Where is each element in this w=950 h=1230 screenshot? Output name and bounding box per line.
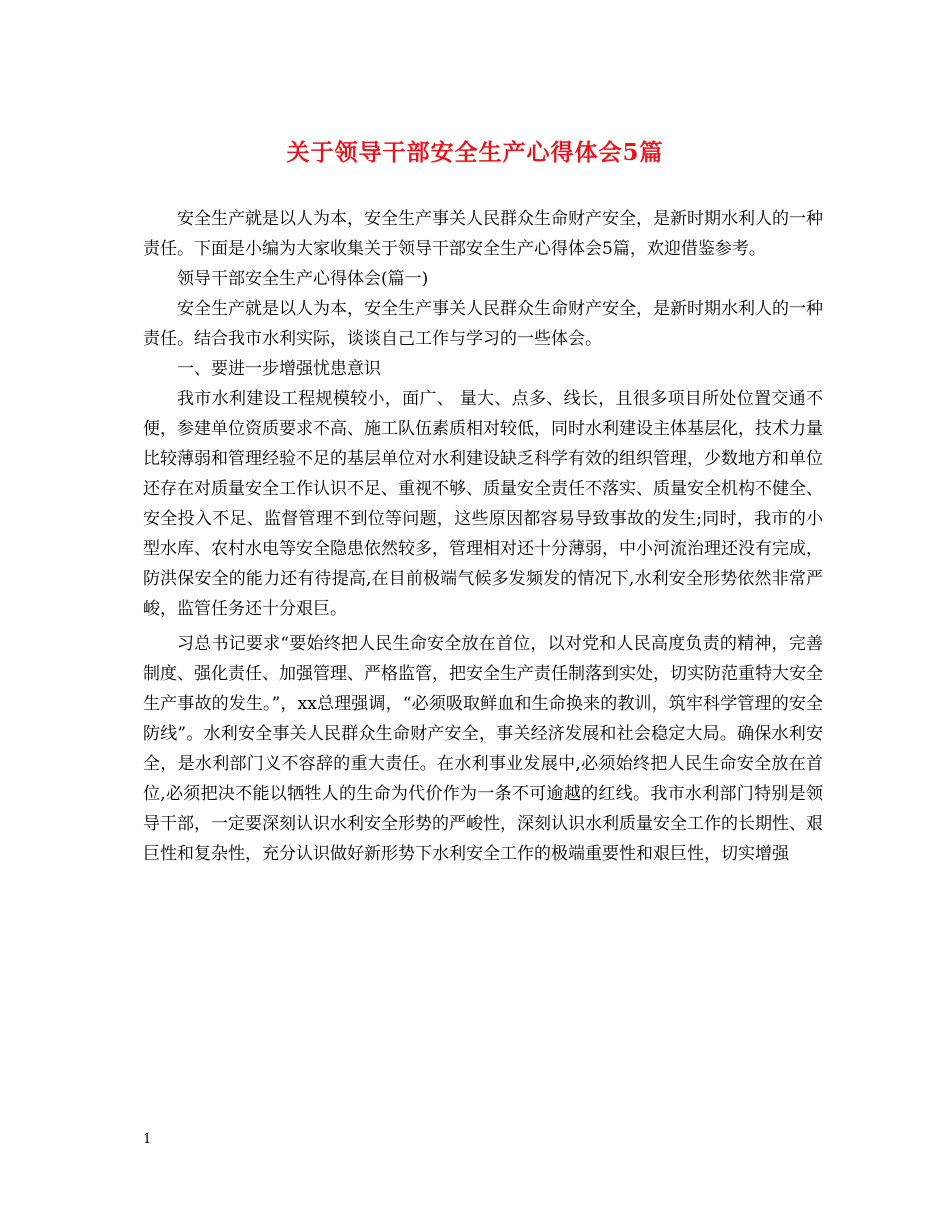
intro-paragraph: 安全生产就是以人为本，安全生产事关人民群众生命财产安全，是新时期水利人的一种责任。下面是小编为大家收集关于领导干部安全生产心得体会5篇，欢迎借鉴参考。 xyxy=(143,209,823,259)
section-heading: 领导干部安全生产心得体会(篇一) xyxy=(177,269,429,289)
page-number: 1 xyxy=(143,1132,152,1147)
body-paragraph: 习总书记要求“要始终把人民生命安全放在首位，以对党和人民高度负责的精神，完善制度、强化责任、加强管理、严格监管，把安全生产责任制落到实处，切实防范重特大安全生产事故的发生。”，xx总理强调，“必须吸取鲜血和生命换来的教训，筑牢科学管理的安全防线”。水利安全事关人民群众生命财产安全，事关经济发展和社会稳定大局。确保水利安全，是水利部门义不容辞的重大责任。在水利事业发展中,必须始终把人民生命安全放在首位,必须把决不能以牺牲人的生命为代价作为一条不可逾越的红线。我市水利部门特别是领导干部，一定要深刻认识水利安全形势的严峻性，深刻认识水利质量安全工作的长期性、艰巨性和复杂性，充分认识做好新形势下水利安全工作的极端重要性和艰巨性，切实增强 xyxy=(143,634,823,864)
document-title: 关于领导干部安全生产心得体会5篇 xyxy=(286,139,664,166)
subsection-heading: 一、要进一步增强忧患意识 xyxy=(177,359,381,379)
body-paragraph: 我市水利建设工程规模较小，面广、 量大、点多、线长，且很多项目所处位置交通不便，参建单位资质要求不高、施工队伍素质相对较低，同时水利建设主体基层化，技术力量比较薄弱和管理经验不足的基层单位对水利建设缺乏科学有效的组织管理，少数地方和单位还存在对质量安全工作认识不足、重视不够、质量安全责任不落实、质量安全机构不健全、安全投入不足、监督管理不到位等问题，这些原因都容易导致事故的发生;同时，我市的小型水库、农村水电等安全隐患依然较多，管理相对还十分薄弱，中小河流治理还没有完成，防洪保安全的能力还有待提高,在目前极端气候多发频发的情况下,水利安全形势依然非常严峻，监管任务还十分艰巨。 xyxy=(143,389,823,619)
document-body xyxy=(143,204,823,869)
body-paragraph: 安全生产就是以人为本，安全生产事关人民群众生命财产安全，是新时期水利人的一种责任。结合我市水利实际，谈谈自己工作与学习的一些体会。 xyxy=(143,299,823,349)
